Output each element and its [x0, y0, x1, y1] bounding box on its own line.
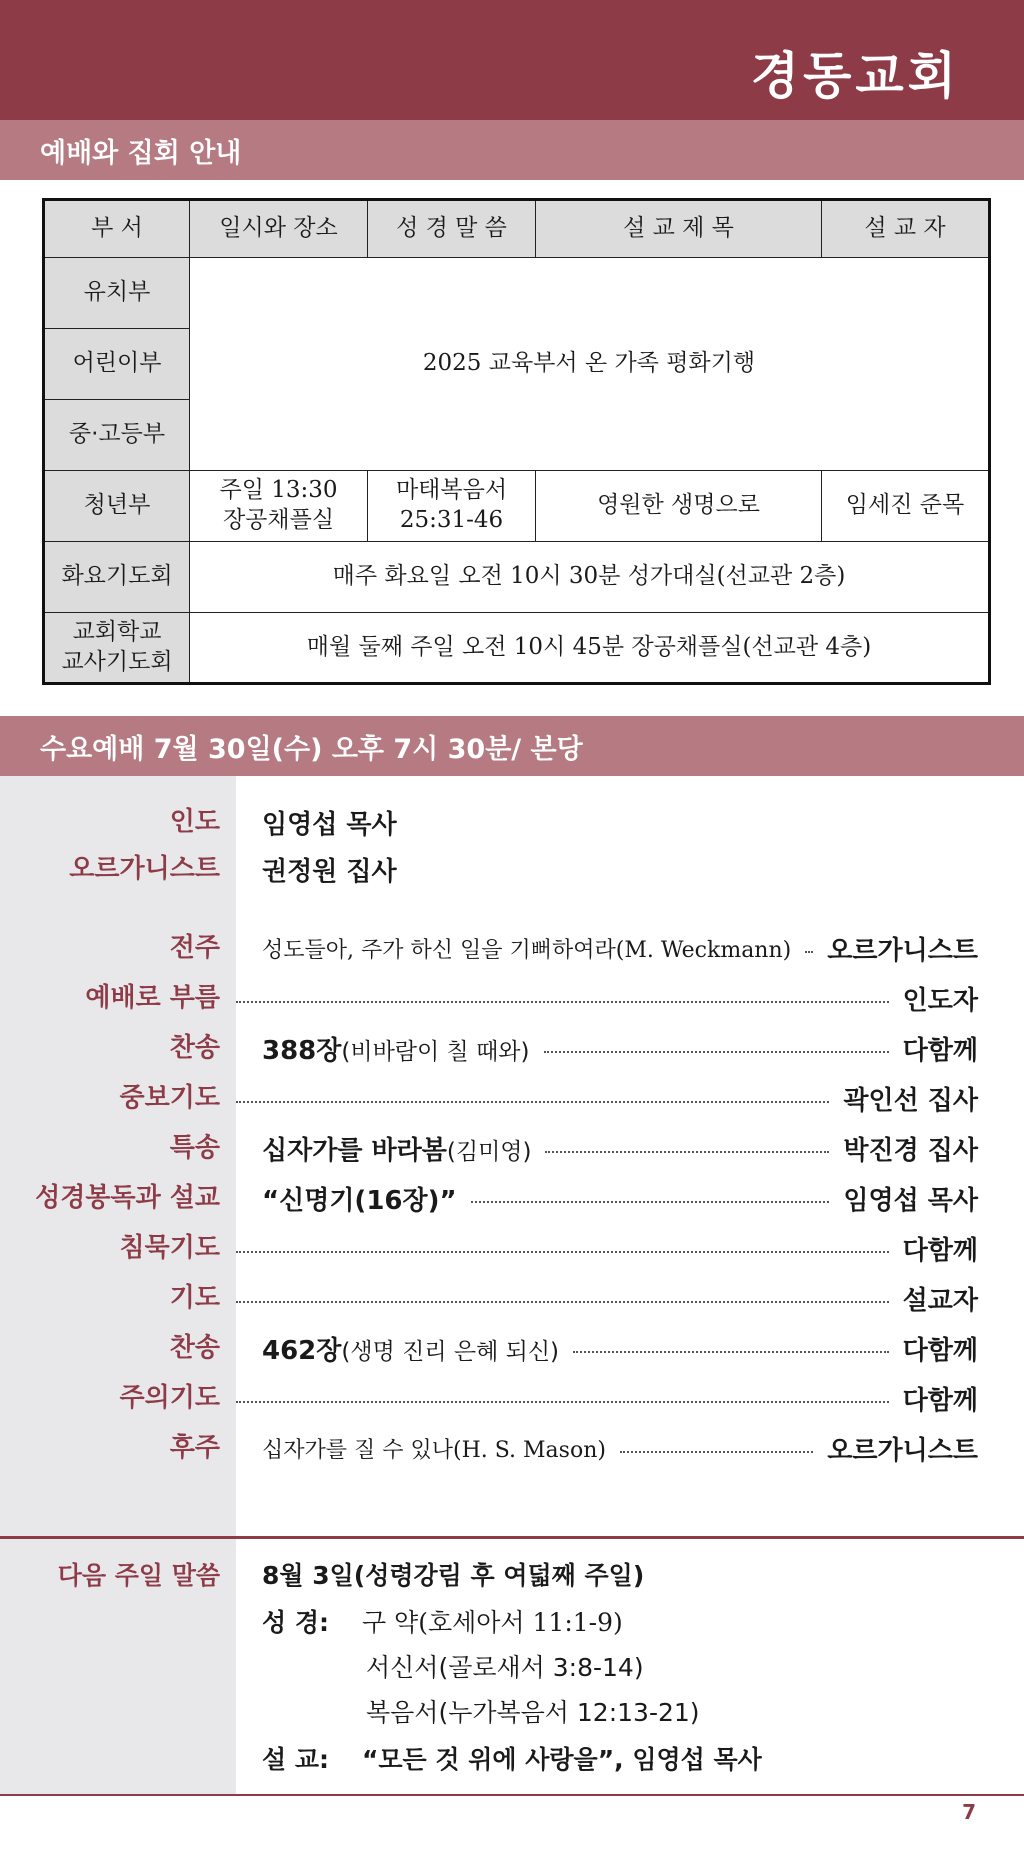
leader-dots — [545, 1151, 829, 1153]
youth-scripture — [368, 471, 536, 542]
next-week-gospel: 복음서(누가복음서 12:13-21) — [366, 1698, 700, 1727]
order-item-lords-prayer — [0, 1376, 1024, 1420]
order-label: 전주 — [169, 933, 220, 963]
youth-preacher: 임세진 준목 — [822, 471, 990, 542]
order-who: 다함께 — [902, 1235, 978, 1266]
teacher-prayer-info: 매월 둘째 주일 오전 10시 45분 장공채플실(선교관 4층) — [190, 613, 990, 684]
order-who: 오르가니스트 — [827, 935, 978, 966]
song-title: 십자가를 바라봄 — [262, 1135, 447, 1166]
youth-scripture-verse: 25:31-46 — [399, 507, 504, 533]
bottom-divider — [0, 1794, 1024, 1796]
header-dept: 부 서 — [44, 200, 190, 258]
order-item-call — [0, 976, 1024, 1020]
order-item-prayer — [0, 1276, 1024, 1320]
leader-dots — [236, 1101, 829, 1103]
hymn-name: (생명 진리 은혜 되신) — [341, 1338, 560, 1365]
header-sermon-title: 설 교 제 목 — [536, 200, 822, 258]
sermon-key: 설 교: — [262, 1745, 330, 1774]
order-who: 다함께 — [902, 1385, 978, 1416]
header-preacher: 설 교 자 — [822, 200, 990, 258]
order-who: 박진경 집사 — [843, 1135, 978, 1166]
header-band — [0, 0, 1024, 120]
dept-tuesday-prayer: 화요기도회 — [44, 542, 190, 613]
leader-dots — [573, 1351, 889, 1353]
order-item-hymn-1 — [0, 1026, 1024, 1070]
ot-key: 구 약 — [361, 1608, 419, 1637]
leader-dots — [236, 1301, 889, 1303]
next-week-sermon-line — [262, 1740, 762, 1776]
order-label: 찬송 — [169, 1033, 220, 1063]
leader-label: 인도 — [169, 807, 220, 837]
section-title-wednesday-service: 수요예배 7월 30일(수) 오후 7시 30분/ 본당 — [0, 716, 1024, 776]
order-title — [262, 1030, 530, 1067]
order-label: 예배로 부름 — [85, 983, 220, 1013]
order-item-sermon — [0, 1176, 1024, 1220]
leader-dots — [236, 1251, 889, 1253]
section-title-worship-guide: 예배와 집회 안내 — [0, 120, 1024, 180]
tuesday-prayer-info: 매주 화요일 오전 10시 30분 성가대실(선교관 2층) — [190, 542, 990, 613]
leader-dots — [471, 1201, 830, 1203]
youth-sermon-title: 영원한 생명으로 — [536, 471, 822, 542]
hymn-number: 388장 — [262, 1035, 342, 1066]
order-who: 다함께 — [902, 1335, 978, 1366]
order-who: 임영섭 목사 — [843, 1185, 978, 1216]
page-number: 7 — [962, 1800, 976, 1824]
church-name: 경동교회 — [750, 47, 960, 105]
organist-row — [0, 847, 1024, 891]
header-scripture: 성 경 말 씀 — [368, 200, 536, 258]
hymn-name: (비바람이 칠 때와) — [341, 1038, 530, 1065]
scripture-key: 성 경: — [262, 1608, 330, 1637]
dept-young-adult: 청년부 — [44, 471, 190, 542]
dept-youth-teen: 중·고등부 — [44, 400, 190, 471]
next-week-date: 8월 3일(성령강림 후 여덟째 주일) — [262, 1561, 645, 1590]
order-label: 찬송 — [169, 1333, 220, 1363]
merged-notice: 2025 교육부서 온 가족 평화기행 — [190, 258, 990, 471]
leader-name: 임영섭 목사 — [262, 809, 397, 840]
order-item-hymn-2 — [0, 1326, 1024, 1370]
section-divider — [0, 1536, 1024, 1539]
order-item-prelude — [0, 926, 1024, 970]
order-label: 성경봉독과 설교 — [35, 1183, 220, 1213]
hymn-number: 462장 — [262, 1335, 342, 1366]
song-composer: (김미영) — [446, 1138, 532, 1165]
table-row — [44, 258, 990, 329]
order-label: 주의기도 — [119, 1383, 220, 1413]
youth-scripture-book: 마태복음서 — [395, 477, 508, 504]
teacher-prayer-line1: 교회학교 — [72, 618, 162, 645]
teacher-prayer-line2: 교사기도회 — [61, 648, 173, 675]
youth-time-place — [190, 471, 368, 542]
table-header-row — [44, 200, 990, 258]
organist-name: 권정원 집사 — [262, 856, 397, 887]
order-item-intercession — [0, 1076, 1024, 1120]
order-who: 인도자 — [902, 985, 978, 1016]
next-sermon: “모든 것 위에 사랑을”, 임영섭 목사 — [361, 1745, 762, 1774]
order-item-special-song — [0, 1126, 1024, 1170]
order-title — [262, 1330, 559, 1367]
order-who: 오르가니스트 — [827, 1435, 978, 1466]
table-row — [44, 471, 990, 542]
order-title — [262, 1130, 531, 1167]
next-week-epistle: 서신서(골로새서 3:8-14) — [366, 1653, 644, 1682]
header-time-place: 일시와 장소 — [190, 200, 368, 258]
leader-dots — [236, 1401, 889, 1403]
table-row — [44, 542, 990, 613]
order-title: 성도들아, 주가 하신 일을 기뻐하여라(M. Weckmann) — [262, 937, 792, 963]
order-item-postlude — [0, 1426, 1024, 1470]
order-who: 다함께 — [902, 1035, 978, 1066]
order-item-silent-prayer — [0, 1226, 1024, 1270]
order-label: 기도 — [169, 1283, 220, 1313]
order-who: 설교자 — [902, 1285, 978, 1316]
order-who: 곽인선 집사 — [843, 1085, 978, 1116]
order-label: 특송 — [169, 1133, 220, 1163]
dept-kindergarten: 유치부 — [44, 258, 190, 329]
dept-teacher-prayer — [44, 613, 190, 684]
leader-dots — [236, 1001, 889, 1003]
order-label: 후주 — [169, 1433, 220, 1463]
leader-dots — [544, 1051, 889, 1053]
leader-dots — [805, 951, 813, 953]
youth-time: 주일 13:30 — [219, 477, 338, 504]
table-row — [44, 613, 990, 684]
order-title: “신명기(16장)” — [262, 1185, 457, 1216]
leader-row — [0, 800, 1024, 844]
ot-reading: (호세아서 11:1-9) — [418, 1608, 623, 1637]
order-title: 십자가를 질 수 있나(H. S. Mason) — [262, 1437, 606, 1463]
dept-children: 어린이부 — [44, 329, 190, 400]
organist-label: 오르가니스트 — [69, 854, 220, 884]
next-week-ot-line — [262, 1603, 623, 1639]
order-label: 침묵기도 — [119, 1233, 220, 1263]
order-label: 중보기도 — [119, 1083, 220, 1113]
schedule-table — [42, 198, 991, 685]
leader-dots — [620, 1451, 813, 1453]
youth-place: 장공채플실 — [222, 507, 335, 533]
next-week-label: 다음 주일 말씀 — [57, 1561, 220, 1590]
